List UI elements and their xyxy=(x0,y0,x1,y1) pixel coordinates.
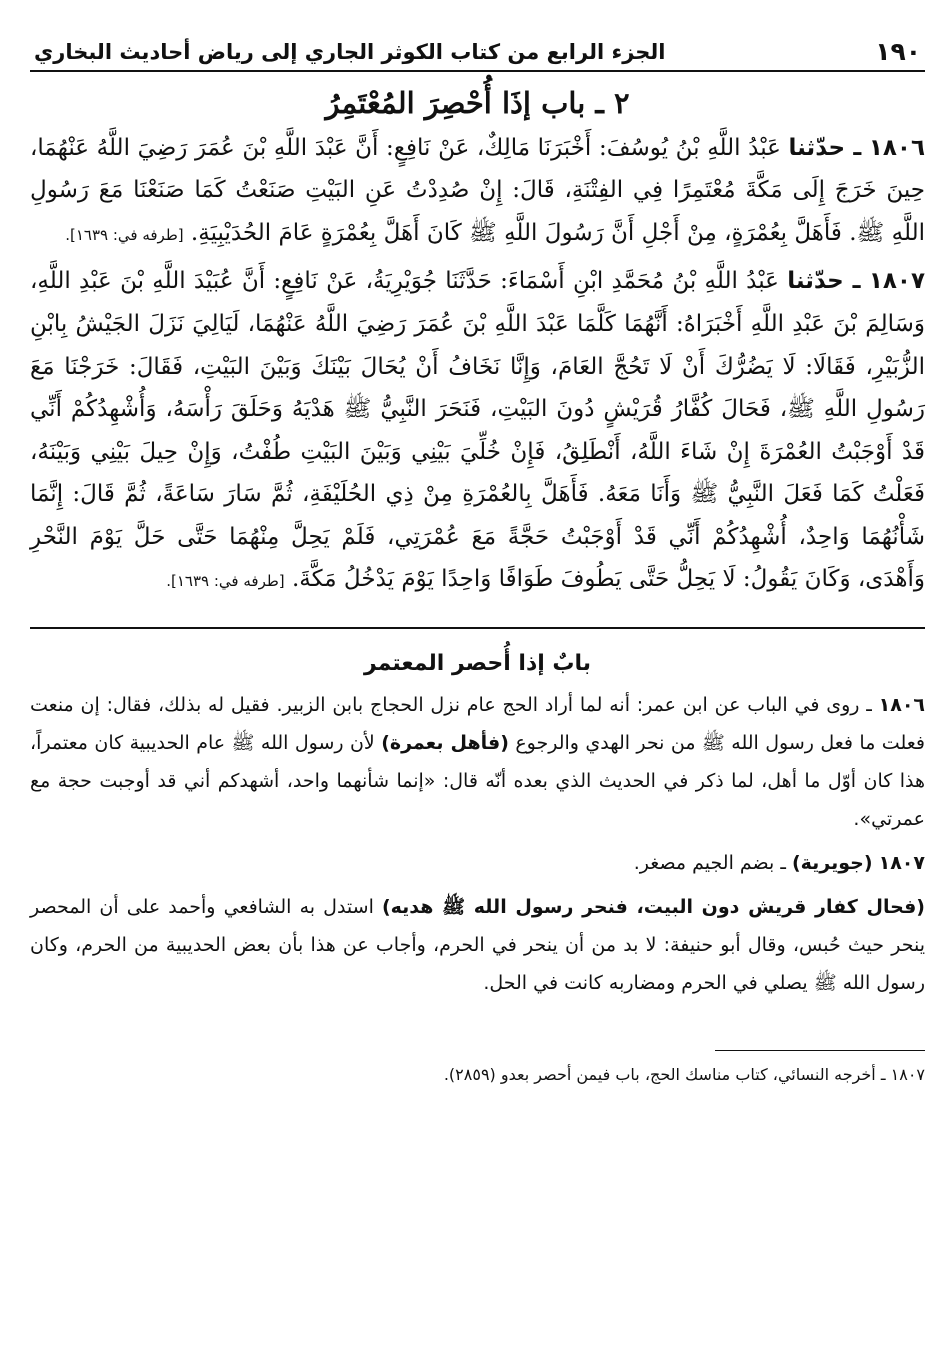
book-page xyxy=(30,28,925,1348)
hadith-text: عَبْدُ اللَّهِ بْنُ يُوسُفَ: أَخْبَرَنَا مَالِكٌ، عَنْ نَافِعٍ: أَنَّ عَبْدَ اللَّهِ بْنَ عُمَرَ رَضِيَ اللَّهُ عَنْهُمَا، حِينَ خَرَجَ إِلَى مَكَّةَ مُعْتَمِرًا فِي الفِتْنَةِ، قَالَ: إِنْ صُدِدْتُ عَنِ البَيْتِ صَنَعْتُ كَمَا صَنَعْنَا مَعَ رَسُولِ اللَّهِ ﷺ. فَأَهَلَّ بِعُمْرَةٍ، مِنْ أَجْلِ أَنَّ رَسُولَ اللَّهِ ﷺ كَانَ أَهَلَّ بِعُمْرَةٍ عَامَ الحُدَيْبِيَةِ. xyxy=(30,134,925,246)
hadith-text: عَبْدُ اللَّهِ بْنُ مُحَمَّدِ ابْنِ أَسْمَاءَ: حَدَّثَنَا جُوَيْرِيَةُ، عَنْ نَافِعٍ: أَنَّ عُبَيْدَ اللَّهِ بْنَ عَبْدِ اللَّهِ، وَسَالِمَ بْنَ عَبْدِ اللَّهِ أَخْبَرَاهُ: أَنَّهُمَا كَلَّمَا عَبْدَ اللَّهِ بْنَ عُمَرَ رَضِيَ اللَّهُ عَنْهُمَا، لَيَالِيَ نَزَلَ الجَيْشُ بِابْنِ الزُّبَيْرِ، فَقَالَا: لَا يَضُرُّكَ أَنْ لَا تَحُجَّ العَامَ، وَإِنَّا نَخَافُ أَنْ يُحَالَ بَيْنَكَ وَبَيْنَ البَيْتِ، فَقَالَ: خَرَجْنَا مَعَ رَسُولِ اللَّهِ ﷺ، فَحَالَ كُفَّارُ قُرَيْشٍ دُونَ البَيْتِ، فَنَحَرَ النَّبِيُّ ﷺ هَدْيَهُ وَحَلَقَ رَأْسَهُ، وَأُشْهِدُكُمْ أَنِّي قَدْ أَوْجَبْتُ العُمْرَةَ إِنْ شَاءَ اللَّهُ، أَنْطَلِقُ، فَإِنْ خُلِّيَ بَيْنِي وَبَيْنَ البَيْتِ طُفْتُ، وَإِنْ حِيلَ بَيْنِي وَبَيْنَهُ، فَعَلْتُ كَمَا فَعَلَ النَّبِيُّ ﷺ وَأَنَا مَعَهُ. فَأَهَلَّ بِالعُمْرَةِ مِنْ ذِي الحُلَيْفَةِ، ثُمَّ سَارَ سَاعَةً، ثُمَّ قَالَ: إِنَّمَا شَأْنُهُمَا وَاحِدٌ، أُشْهِدُكُمْ أَنِّي قَدْ أَوْجَبْتُ حَجَّةً مَعَ عُمْرَتِي، فَلَمْ يَحِلَّ مِنْهُمَا حَتَّى حَلَّ يَوْمَ النَّحْرِ وَأَهْدَى، وَكَانَ يَقُولُ: لَا يَحِلُّ حَتَّى يَطُوفَ طَوَافًا وَاحِدًا يَوْمَ يَدْخُلُ مَكَّةَ. xyxy=(30,268,925,593)
hadith-number: ١٨٠٦ xyxy=(868,134,926,161)
commentary-quote: (فأهل بعمرة) xyxy=(381,731,509,754)
commentary-paragraph-ihsar xyxy=(30,888,925,1002)
hadith-1806 xyxy=(30,127,925,255)
footnote-rule xyxy=(715,1050,925,1051)
hadith-number: ١٨٠٧ xyxy=(868,268,925,295)
hadith-lead: ـ حدّثنا xyxy=(788,134,862,161)
hadith-lead: ـ حدّثنا xyxy=(787,268,861,295)
commentary-paragraph-1807 xyxy=(30,844,925,882)
page-number: ١٩٠ xyxy=(875,37,921,66)
footnote-number: ١٨٠٧ xyxy=(890,1064,925,1084)
commentary-quote: (فحال كفار قريش دون البيت، فنحر رسول الله ﷺ هديه) xyxy=(381,895,925,918)
commentary-quote: (جويرية) xyxy=(791,851,873,874)
commentary-text: ـ بضم الجيم مصغر. xyxy=(633,851,786,874)
footnote xyxy=(30,1065,925,1084)
commentary-number: ١٨٠٦ xyxy=(878,693,926,716)
commentary-text: ـ روى في الباب عن ابن عمر: أنه لما أراد الحج عام نزل الحجاج بابن الزبير. فقيل له بذلك، فقال: إن منعت فعلت ما فعل رسول الله ﷺ من نحر الهدي والرجوع xyxy=(30,693,925,754)
commentary-title: بابٌ إذا أُحصر المعتمر xyxy=(363,650,592,676)
running-header xyxy=(30,28,925,72)
commentary-paragraph-1806 xyxy=(30,686,925,838)
chapter-title: ٢ ـ باب إذَا أُحْصِرَ المُعْتَمِرُ xyxy=(325,86,630,120)
hadith-tarf: [طرفه في: ١٦٣٩]. xyxy=(166,572,285,591)
book-title: الجزء الرابع من كتاب الكوثر الجاري إلى رياض أحاديث البخاري xyxy=(34,40,666,64)
commentary-number: ١٨٠٧ xyxy=(878,851,925,874)
section-divider xyxy=(30,627,925,629)
hadith-tarf: [طرفه في: ١٦٣٩]. xyxy=(65,225,184,244)
commentary-text: استدل به الشافعي وأحمد على أن المحصر ينحر حيث حُبس، وقال أبو حنيفة: لا بد من أن ينحر في الحرم، وأجاب عن هذا بأن بعض الحديبية من الحرم، وكان رسول الله ﷺ يصلي في الحرم ومضاربه كانت في الحل. xyxy=(30,895,925,994)
commentary-text: لأن رسول الله ﷺ عام الحديبية كان معتمراً، هذا كان أوّل ما أهل، لما ذكر في الحديث الذي بعده أنّه قال: «إنما شأنهما واحد، أشهدكم أني قد أوجبت حجة مع عمرتي». xyxy=(30,731,925,830)
hadith-1807 xyxy=(30,260,925,600)
footnote-text: ـ أخرجه النسائي، كتاب مناسك الحج، باب فيمن أحصر بعدو (٢٨٥٩). xyxy=(443,1064,886,1084)
